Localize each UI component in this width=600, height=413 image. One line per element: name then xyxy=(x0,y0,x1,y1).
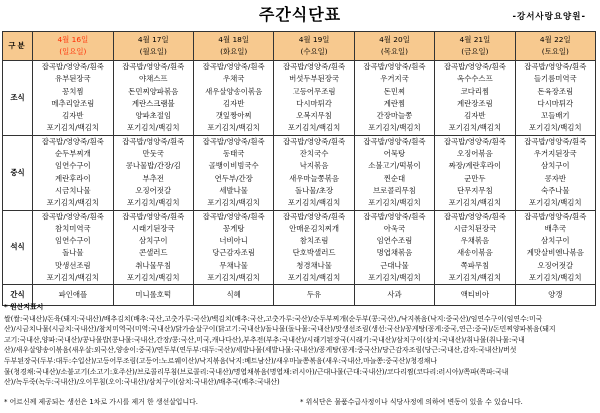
menu-item: 브로콜리무침 xyxy=(373,185,416,195)
day-header xyxy=(435,32,515,61)
menu-item: 잡곡밥/영양죽/흰죽 xyxy=(122,62,185,71)
menu-item: 콩자반 xyxy=(544,173,566,183)
menu-item: 포기김치/백김치 xyxy=(207,273,260,283)
menu-item: 고등어무조림 xyxy=(292,86,336,96)
menu-item: 쪽파무침 xyxy=(460,260,490,270)
menu-item: 잔치국수 xyxy=(299,149,329,159)
day-date: 4월 21일 xyxy=(459,34,491,44)
menu-cell xyxy=(193,61,273,136)
snack-item: 액티비아 xyxy=(435,285,515,306)
menu-cell xyxy=(193,210,273,285)
menu-item: 근대나물 xyxy=(380,260,409,270)
menu-cell xyxy=(113,210,193,285)
menu-item: 순두부찌개 xyxy=(54,149,91,159)
menu-cell xyxy=(33,61,113,136)
menu-item: 짜장/계란후라이 xyxy=(448,161,502,171)
menu-cell xyxy=(354,61,434,136)
origin-note-line: 산)/시금치나물(시금치:국내산)/참치미역국(미역:국내산)/닭가슴살구이(닭고기:국내산)/돌나물(돌나물:국내산)/맛생선조림(생선:국산)/꽁게탕(꽁게:중국,연근:중국)/돈민찌양파볶음(돼지 xyxy=(4,325,556,334)
menu-cell xyxy=(113,135,193,210)
menu-item: 포기김치/백김치 xyxy=(207,123,260,133)
day-header xyxy=(113,32,193,61)
menu-item: 임연수조림 xyxy=(376,236,413,246)
day-date: 4월 20일 xyxy=(379,34,410,44)
menu-item: 잡곡밥/영양죽/흰죽 xyxy=(363,62,426,71)
meal-row xyxy=(3,210,596,285)
menu-item: 코다리찜 xyxy=(460,86,490,96)
menu-item: 무채나물 xyxy=(219,260,248,270)
day-header xyxy=(515,32,595,61)
menu-item: 포기김치/백김치 xyxy=(46,123,100,133)
origin-notes-heading: * 원산지표시 xyxy=(4,303,44,311)
menu-item: 단무지무침 xyxy=(457,185,493,195)
menu-item: 계맛살비엔나볶음 xyxy=(526,248,584,258)
menu-item: 잡곡밥/영양죽/흰죽 xyxy=(443,136,506,146)
menu-item: 숙주나물 xyxy=(541,185,570,195)
menu-item: 메추리알조림 xyxy=(51,98,95,108)
day-header xyxy=(274,32,354,61)
menu-item: 잡곡밥/영양죽/흰죽 xyxy=(41,62,104,71)
menu-item: 만둣국 xyxy=(142,149,164,159)
footer-note-fish: * 어르신께 제공되는 생선은 1차로 가시를 제거 한 생선살입니다. xyxy=(4,398,198,406)
day-weekday: (일요일) xyxy=(59,47,87,56)
origin-note-line: 고기:국내산,양파:국내산)/콩나물밥(콩나물:국내산,간장/콩:국산,미국,캐나다산),부추전(부추:국내산)/시래기된장국(시래기:국내산)/삼치구이(삼치:국내산)/취나물(취나물:국내 xyxy=(4,335,525,344)
menu-item: 골뱅이비빔국수 xyxy=(208,161,259,171)
menu-item: 포기김치/백김치 xyxy=(46,273,100,283)
menu-item: 꼬들배기 xyxy=(541,111,570,121)
menu-item: 임연수구이 xyxy=(54,161,91,171)
menu-item: 잡곡밥/영양죽/흰죽 xyxy=(524,62,587,71)
menu-item: 포기김치/백김치 xyxy=(448,273,502,283)
day-header xyxy=(354,32,434,61)
menu-item: 안매운김치찌개 xyxy=(289,223,340,233)
menu-item: 다시마튀각 xyxy=(296,98,332,108)
menu-item: 취나물무침 xyxy=(135,260,172,270)
snack-item: 사과 xyxy=(354,285,434,306)
menu-item: 삼치구이 xyxy=(541,161,570,171)
menu-item: 꽁치찜 xyxy=(62,86,84,96)
menu-item: 우거지된장국 xyxy=(533,149,577,159)
day-header xyxy=(33,32,113,61)
day-date: 4월 16일 xyxy=(57,34,89,44)
menu-cell xyxy=(515,135,595,210)
menu-item: 새송이볶음 xyxy=(457,248,493,258)
menu-item: 아욱국 xyxy=(383,223,406,233)
menu-item: 참치조림 xyxy=(299,236,329,246)
menu-item: 돈육장조림 xyxy=(537,86,574,96)
menu-item: 잡곡밥/영양죽/흰죽 xyxy=(524,211,587,221)
day-weekday: (화요일) xyxy=(220,47,248,56)
menu-cell xyxy=(354,210,434,285)
menu-item: 잡곡밥/영양죽/흰죽 xyxy=(41,136,104,146)
menu-item: 시금치나물 xyxy=(54,185,91,195)
snack-item: 미니롤호떡 xyxy=(113,285,193,306)
menu-item: 배추국 xyxy=(544,223,566,233)
menu-item: 삼치구이 xyxy=(541,236,570,246)
menu-item: 우채볶음 xyxy=(460,236,490,246)
menu-item: 시래기된장국 xyxy=(131,223,175,233)
menu-item: 잡곡밥/영양죽/흰죽 xyxy=(122,136,185,146)
snack-item: 양갱 xyxy=(515,285,595,306)
menu-item: 잡곡밥/영양죽/흰죽 xyxy=(202,62,265,71)
menu-item: 소불고기/떡볶이 xyxy=(368,161,421,171)
meal-row xyxy=(3,135,596,210)
menu-item: 김자반 xyxy=(464,111,486,121)
menu-cell xyxy=(274,210,354,285)
menu-item: 들기름미역국 xyxy=(533,74,577,84)
menu-item: 잡곡밥/영양죽/흰죽 xyxy=(283,211,346,221)
day-weekday: (금요일) xyxy=(461,47,489,56)
page-title: 주간식단표 xyxy=(258,5,342,24)
menu-item: 포기김치/백김치 xyxy=(207,198,260,208)
day-date: 4월 17일 xyxy=(137,34,169,44)
snack-item: 두유 xyxy=(274,285,354,306)
menu-cell xyxy=(193,135,273,210)
menu-item: 부추전 xyxy=(142,173,164,183)
menu-item: 계란장조림 xyxy=(457,98,493,108)
menu-item: 포기김치/백김치 xyxy=(529,123,582,133)
menu-item: 돌나물 xyxy=(62,248,84,258)
day-date: 4월 22일 xyxy=(539,34,571,44)
day-weekday: (토요일) xyxy=(541,47,569,56)
menu-item: 포기김치/백김치 xyxy=(368,273,421,283)
menu-item: 연두부/간장 xyxy=(214,173,253,183)
menu-cell xyxy=(33,210,113,285)
origin-note-line: 산)/새우살양송이볶음(새우살:외국산,양송이:중국)/연두부(연두부:대두:국산)/세발나물(세발나물:국내산)/꽁게탕(꽁게:중국산)/당근감자조림(당근:국내산,감자:국내산)/버섯 xyxy=(4,346,517,355)
menu-item: 새우마늘쫑볶음 xyxy=(289,173,340,183)
menu-cell xyxy=(113,61,193,136)
menu-item: 우채국 xyxy=(222,74,245,84)
menu-item: 낙지볶음 xyxy=(299,161,329,171)
origin-note-line: 산)/녹두죽(녹두:국내산)/오이무침(오이:국내산)/삼치구이(삼치:국내산)/배추국(배추:국내산) xyxy=(4,378,280,387)
menu-item: 콩나물밥/간장/김 xyxy=(125,161,181,171)
day-header xyxy=(193,32,273,61)
origin-notes xyxy=(4,302,596,388)
menu-item: 잡곡밥/영양죽/흰죽 xyxy=(202,211,265,221)
menu-item: 시금치된장국 xyxy=(453,223,497,233)
menu-item: 간장마늘쫑 xyxy=(376,111,413,121)
menu-cell xyxy=(435,135,515,210)
row-label: 중식 xyxy=(3,135,33,210)
footer-notes xyxy=(4,397,596,407)
menu-item: 포기김치/백김치 xyxy=(529,273,582,283)
organization-name: -강서사랑요양원- xyxy=(512,12,586,22)
snack-item: 식혜 xyxy=(193,285,273,306)
menu-item: 포기김치/백김치 xyxy=(287,123,341,133)
menu-item: 계란스크램블 xyxy=(131,98,175,108)
weekly-menu-table xyxy=(2,31,596,306)
menu-item: 오징어젓갈 xyxy=(135,185,172,195)
menu-item: 잡곡밥/영양죽/흰죽 xyxy=(122,211,185,221)
menu-item: 포기김치/백김치 xyxy=(46,198,100,208)
menu-cell xyxy=(274,61,354,136)
menu-item: 오징어볶음 xyxy=(457,149,493,159)
menu-item: 갯잎짱아찌 xyxy=(215,111,252,121)
day-date: 4월 18일 xyxy=(218,34,250,44)
origin-note-line: 두부된장국(두부:대두:수입산)/고등어무조림(고등어:노르웨이산)/낙지볶음(낙지:베트남산)/새우마늘쫑볶음(새우:국내산,마늘쫑:중국산)/청경채나 xyxy=(4,356,437,365)
menu-item: 포기김치/백김치 xyxy=(529,198,582,208)
menu-item: 잡곡밥/영양죽/흰죽 xyxy=(202,136,265,146)
menu-item: 계란후라이 xyxy=(54,173,91,183)
day-weekday: (수요일) xyxy=(300,47,328,56)
menu-item: 포기김치/백김치 xyxy=(287,198,341,208)
menu-item: 우거지국 xyxy=(380,74,409,84)
menu-item: 잡곡밥/영양죽/흰죽 xyxy=(524,136,587,146)
menu-item: 돈민찌양파볶음 xyxy=(128,86,179,96)
menu-item: 찐순대 xyxy=(383,173,406,183)
menu-item: 포기김치/백김치 xyxy=(368,198,421,208)
menu-item: 꽁게탕 xyxy=(222,223,245,233)
menu-item: 콘샐러드 xyxy=(138,248,168,258)
menu-cell xyxy=(354,135,434,210)
menu-item: 버섯두부된장국 xyxy=(289,74,340,84)
menu-item: 김자반 xyxy=(62,111,84,121)
menu-item: 오복지무침 xyxy=(296,111,332,121)
menu-cell xyxy=(515,210,595,285)
menu-item: 옥수수스프 xyxy=(457,74,493,84)
menu-cell xyxy=(435,210,515,285)
menu-item: 잡곡밥/영양죽/흰죽 xyxy=(363,211,426,221)
menu-item: 잡곡밥/영양죽/흰죽 xyxy=(283,136,346,146)
menu-item: 잡곡밥/영양죽/흰죽 xyxy=(363,136,426,146)
menu-item: 군만두 xyxy=(464,173,486,183)
row-label-snack: 간식 xyxy=(3,285,33,306)
menu-item: 포기김치/백김치 xyxy=(287,273,341,283)
menu-cell xyxy=(274,135,354,210)
menu-item: 삼치구이 xyxy=(138,236,168,246)
menu-item: 참치미역국 xyxy=(54,223,91,233)
menu-item: 너비아니 xyxy=(219,236,248,246)
day-weekday: (목요일) xyxy=(380,47,409,56)
footer-note-change: * 위식단은 물품수급사정이나 식당사정에 의하여 변동이 있을 수 있습니다. xyxy=(300,398,523,406)
menu-item: 포기김치/백김치 xyxy=(448,123,502,133)
menu-cell xyxy=(435,61,515,136)
menu-item: 유부된장국 xyxy=(54,74,91,84)
corner-label: 구분 xyxy=(3,32,33,61)
origin-note-line: 쌀(쌀:국내산)/돈육(돼지:국내산)/배추김치(배추:국산,고춧가루:국산)/백김치(배추:국산,고춧가루:국산)/순두부찌개(순두부(콩:국산),/낙지볶음(낙지:중국산)/임연수구이(임연수:미국 xyxy=(4,314,543,323)
menu-item: 돌나물/초장 xyxy=(294,185,334,195)
meal-row xyxy=(3,61,596,136)
menu-item: 명엽채볶음 xyxy=(376,248,413,258)
menu-item: 청경채나물 xyxy=(296,260,332,270)
menu-item: 새우살양송이볶음 xyxy=(205,86,263,96)
day-date: 4월 19일 xyxy=(298,34,330,44)
menu-item: 잡곡밥/영양죽/흰죽 xyxy=(443,211,506,221)
menu-item: 잡곡밥/영양죽/흰죽 xyxy=(41,211,104,221)
menu-item: 세발나물 xyxy=(219,185,248,195)
menu-item: 계란찜 xyxy=(383,98,406,108)
menu-item: 야채스프 xyxy=(138,74,168,84)
row-label: 조식 xyxy=(3,61,33,136)
row-label: 석식 xyxy=(3,210,33,285)
menu-item: 동태국 xyxy=(222,149,245,159)
menu-item: 오징어젓갈 xyxy=(537,260,574,270)
menu-cell xyxy=(515,61,595,136)
menu-item: 당근감자조림 xyxy=(212,248,256,258)
header-row xyxy=(3,32,596,61)
menu-item: 잡곡밥/영양죽/흰죽 xyxy=(443,62,506,71)
menu-item: 포기김치/백김치 xyxy=(448,198,502,208)
menu-item: 포기김치/백김치 xyxy=(368,123,421,133)
origin-note-line: 물(청경채:국내산)/소불고기(소고기:호주산)/브로콜리무침(브로콜리:국내산)/명엽채볶음(명엽채:러시아)/근대나물(근대:국내산)/코다리찜(코다리:러시아)/쪽파(쪽파:국내 xyxy=(4,367,509,376)
menu-item: 양파초절임 xyxy=(135,111,172,121)
day-weekday: (월요일) xyxy=(139,47,167,56)
menu-cell xyxy=(33,135,113,210)
menu-item: 잡곡밥/영양죽/흰죽 xyxy=(283,62,346,71)
menu-item: 다시마튀각 xyxy=(537,98,574,108)
meal-rows xyxy=(3,61,596,285)
menu-item: 어묵탕 xyxy=(383,149,406,159)
menu-item: 단호박샐러드 xyxy=(292,248,336,258)
menu-item: 포기김치/백김치 xyxy=(127,273,180,283)
menu-item: 포기김치/백김치 xyxy=(127,198,180,208)
menu-item: 포기김치/백김치 xyxy=(127,123,180,133)
snack-item: 파인애플 xyxy=(33,285,113,306)
menu-item: 임연수구이 xyxy=(54,236,91,246)
menu-item: 돈민찌 xyxy=(383,86,406,96)
menu-item: 맛생선조림 xyxy=(54,260,91,270)
menu-item: 김자반 xyxy=(222,98,245,108)
